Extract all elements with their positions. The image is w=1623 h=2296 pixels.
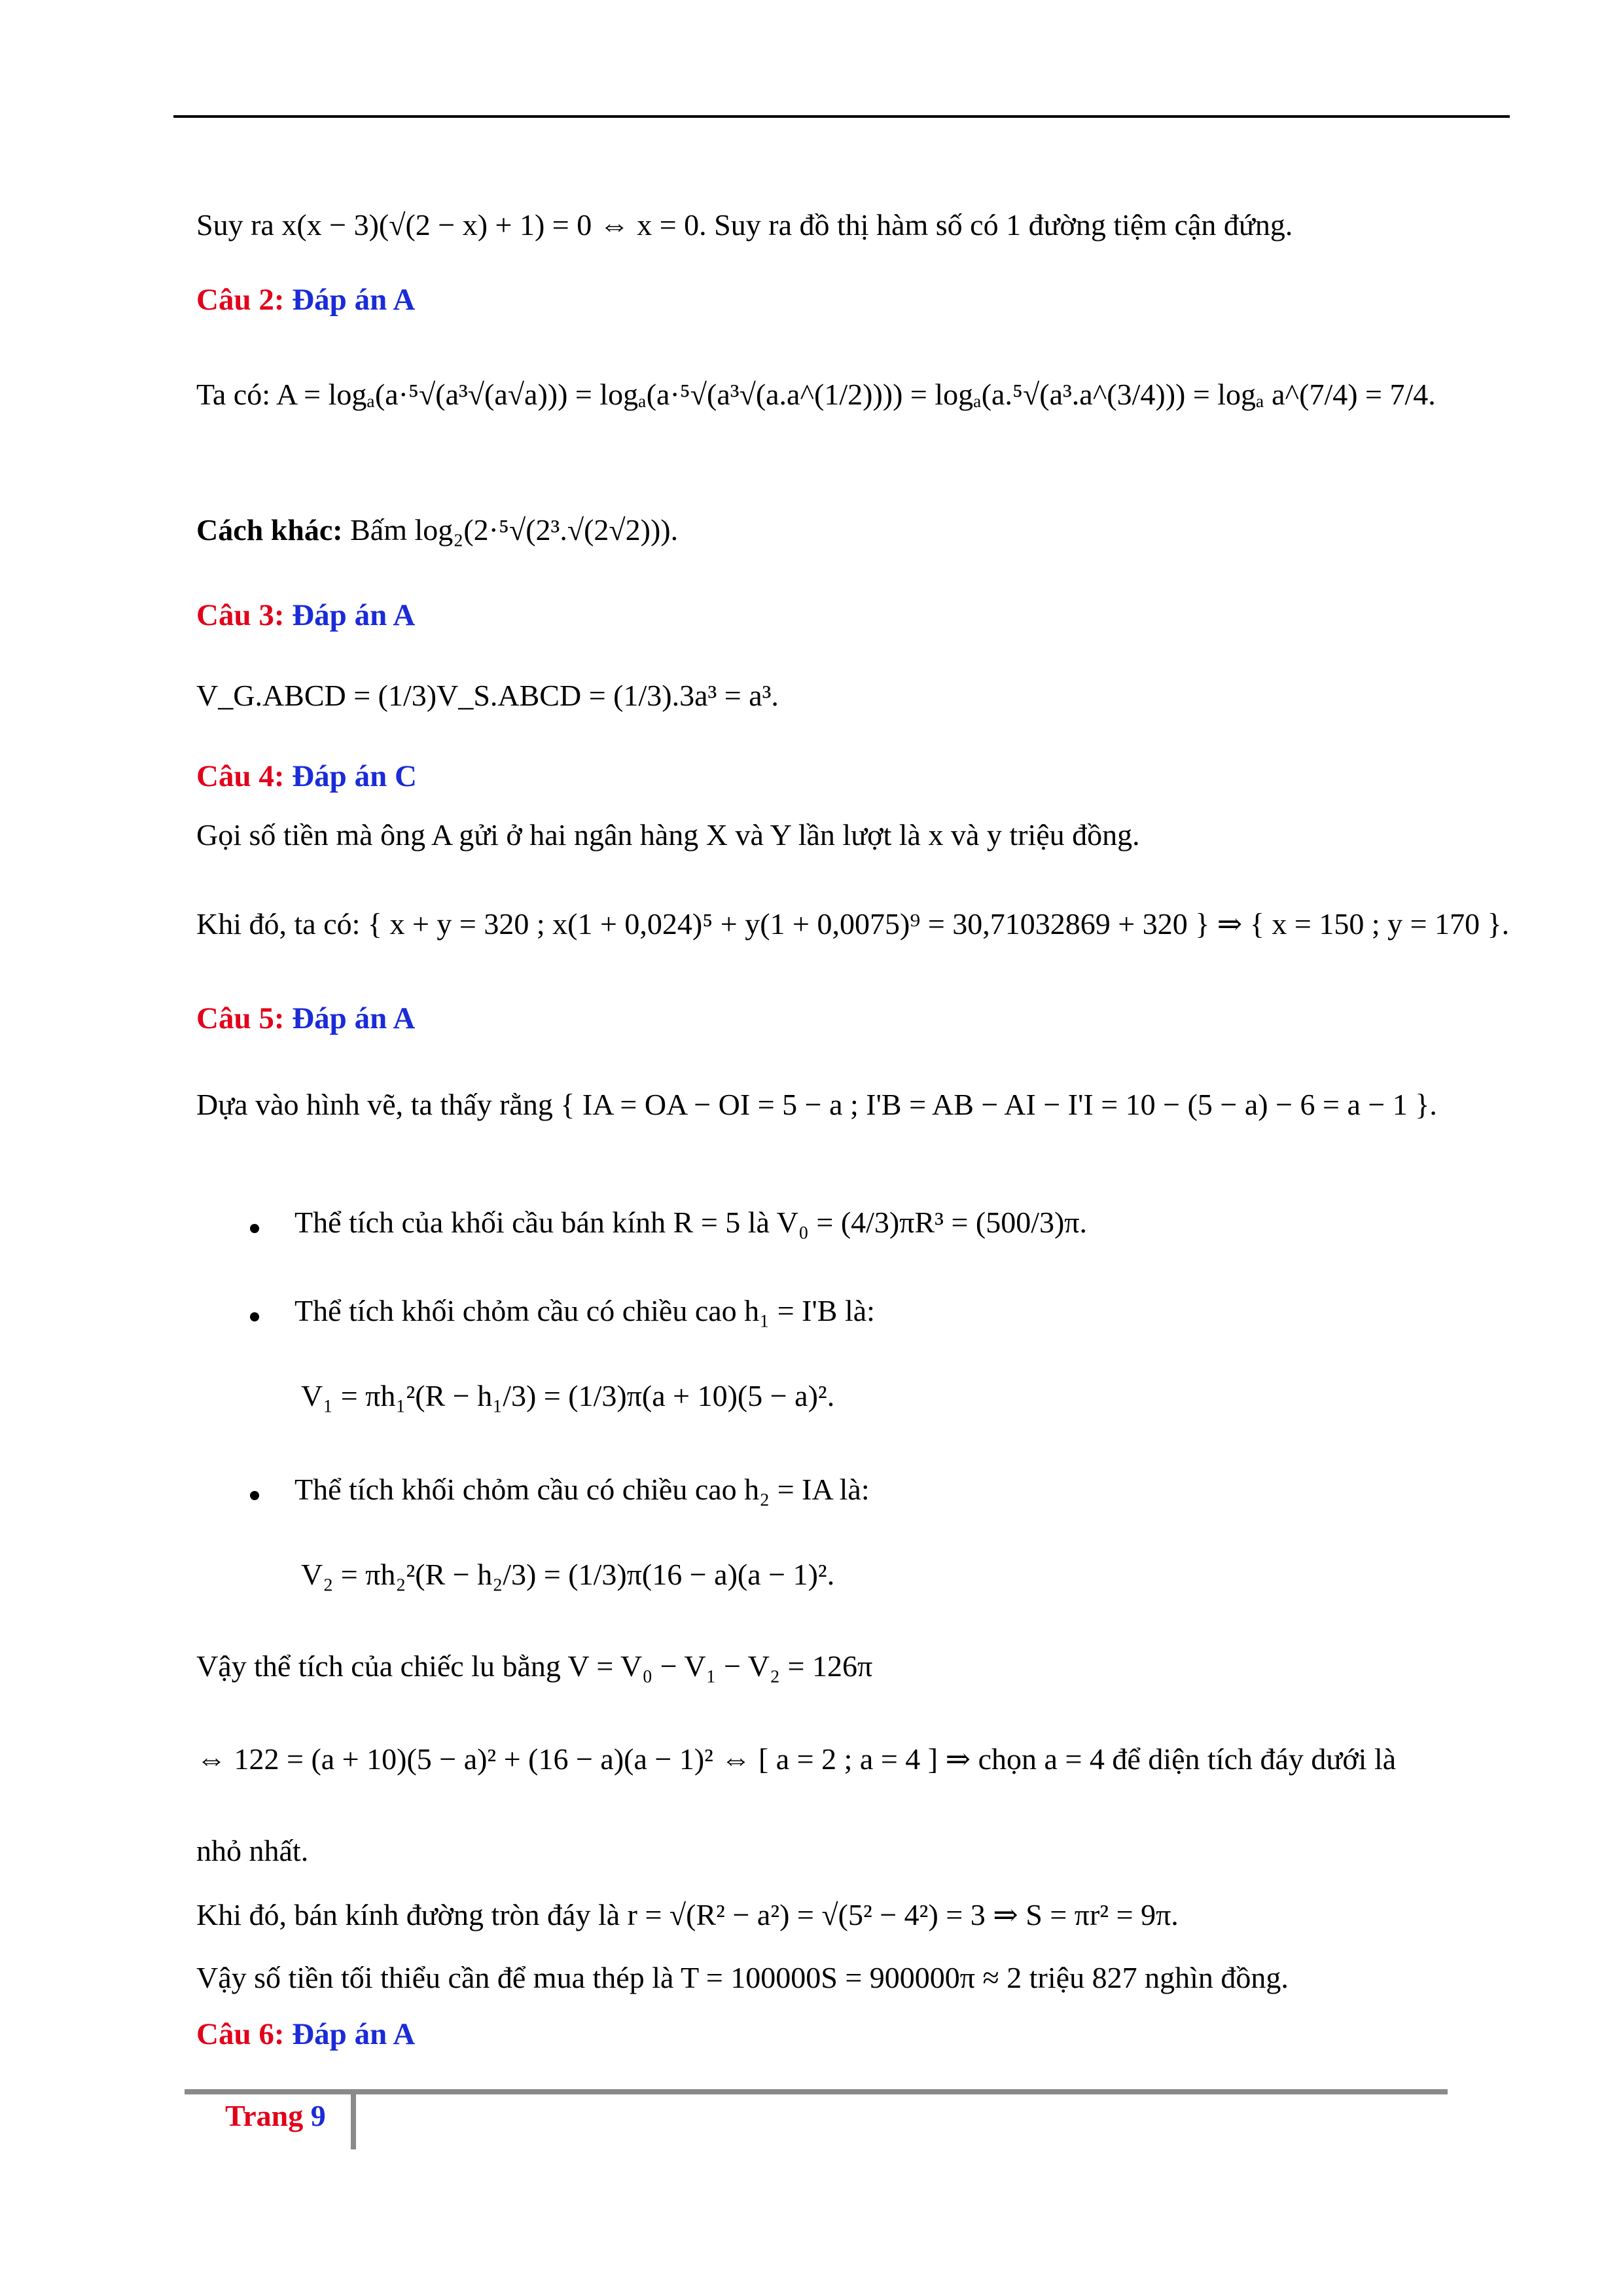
heading-label: Câu 3: [196, 598, 285, 632]
alt-method-line [196, 512, 678, 548]
text-line-1: Suy ra x(x − 3)(√(2 − x) + 1) = 0 ⇔ x = 0. Suy ra đồ thị hàm số có 1 đường tiệm cận đứng. [196, 208, 1293, 242]
page-footer [225, 2098, 326, 2133]
bullet-icon [250, 1312, 259, 1321]
text-line-7: Thể tích của khối cầu bán kính R = 5 là V₀ = (4/3)πR³ = (500/3)π. [294, 1206, 1088, 1239]
heading-answer: Đáp án A [292, 283, 416, 317]
footer-label: Trang [225, 2099, 304, 2132]
heading-label: Câu 5: [196, 1001, 285, 1035]
text-line-13: ⇔ 122 = (a + 10)(5 − a)² + (16 − a)(a − 1)² ⇔ [ a = 2 ; a = 4 ] ⇒ chọn a = 4 để diện tích đáy dưới là [196, 1742, 1397, 1776]
text-line-2: Ta có: A = logₐ(a·⁵√(a³√(a√a))) = logₐ(a·⁵√(a³√(a.a^(1/2)))) = logₐ(a.⁵√(a³.a^(3/4))) = logₐ a^(7/4) = 7/4. [196, 378, 1436, 411]
text-line-5: Khi đó, ta có: { x + y = 320 ; x(1 + 0,024)⁵ + y(1 + 0,0075)⁹ = 30,71032869 + 320 } ⇒ { x = 150 ; y = 170 }. [196, 907, 1510, 941]
text-line-4: Gọi số tiền mà ông A gửi ở hai ngân hàng X và Y lần lượt là x và y triệu đồng. [196, 818, 1140, 852]
heading-answer: Đáp án A [292, 598, 416, 632]
text-line-11: V₂ = πh₂²(R − h₂/3) = (1/3)π(16 − a)(a − 1)². [301, 1558, 835, 1591]
heading-cau-2 [196, 281, 415, 318]
heading-cau-3 [196, 597, 415, 634]
alt-method-label: Cách khác: [196, 513, 343, 547]
heading-cau-5 [196, 1000, 415, 1037]
heading-answer: Đáp án C [292, 759, 417, 793]
footer-rule [185, 2089, 1448, 2094]
heading-cau-6 [196, 2016, 415, 2053]
heading-label: Câu 4: [196, 759, 285, 793]
text-line-14: nhỏ nhất. [196, 1834, 309, 1867]
heading-label: Câu 2: [196, 283, 285, 317]
text-line-9: V₁ = πh₁²(R − h₁/3) = (1/3)π(a + 10)(5 − a)². [301, 1379, 835, 1412]
header-rule [173, 115, 1510, 118]
heading-answer: Đáp án A [292, 2017, 416, 2051]
text-line-8: Thể tích khối chỏm cầu có chiều cao h₁ = I'B là: [294, 1294, 875, 1327]
page-number: 9 [310, 2099, 326, 2132]
bullet-icon [250, 1491, 259, 1500]
footer-divider [351, 2092, 356, 2149]
heading-cau-4 [196, 758, 417, 795]
text-line-16: Vậy số tiền tối thiểu cần để mua thép là T = 100000S = 900000π ≈ 2 triệu 827 nghìn đồng. [196, 1961, 1289, 1994]
heading-label: Câu 6: [196, 2017, 285, 2051]
text-line-6: Dựa vào hình vẽ, ta thấy rằng { IA = OA − OI = 5 − a ; I'B = AB − AI − I'I = 10 − (5 − a) − 6 = a − 1 }. [196, 1088, 1437, 1121]
text-line-12: Vậy thể tích của chiếc lu bằng V = V₀ − V₁ − V₂ = 126π [196, 1649, 873, 1683]
text-line-15: Khi đó, bán kính đường tròn đáy là r = √(R² − a²) = √(5² − 4²) = 3 ⇒ S = πr² = 9π. [196, 1898, 1179, 1931]
heading-answer: Đáp án A [292, 1001, 416, 1035]
text-line-10: Thể tích khối chỏm cầu có chiều cao h₂ = IA là: [294, 1473, 870, 1506]
text-line-3: V_G.ABCD = (1/3)V_S.ABCD = (1/3).3a³ = a³. [196, 679, 779, 712]
bullet-icon [250, 1224, 259, 1233]
alt-method-text: Bấm log₂(2·⁵√(2³.√(2√2))). [350, 513, 679, 547]
